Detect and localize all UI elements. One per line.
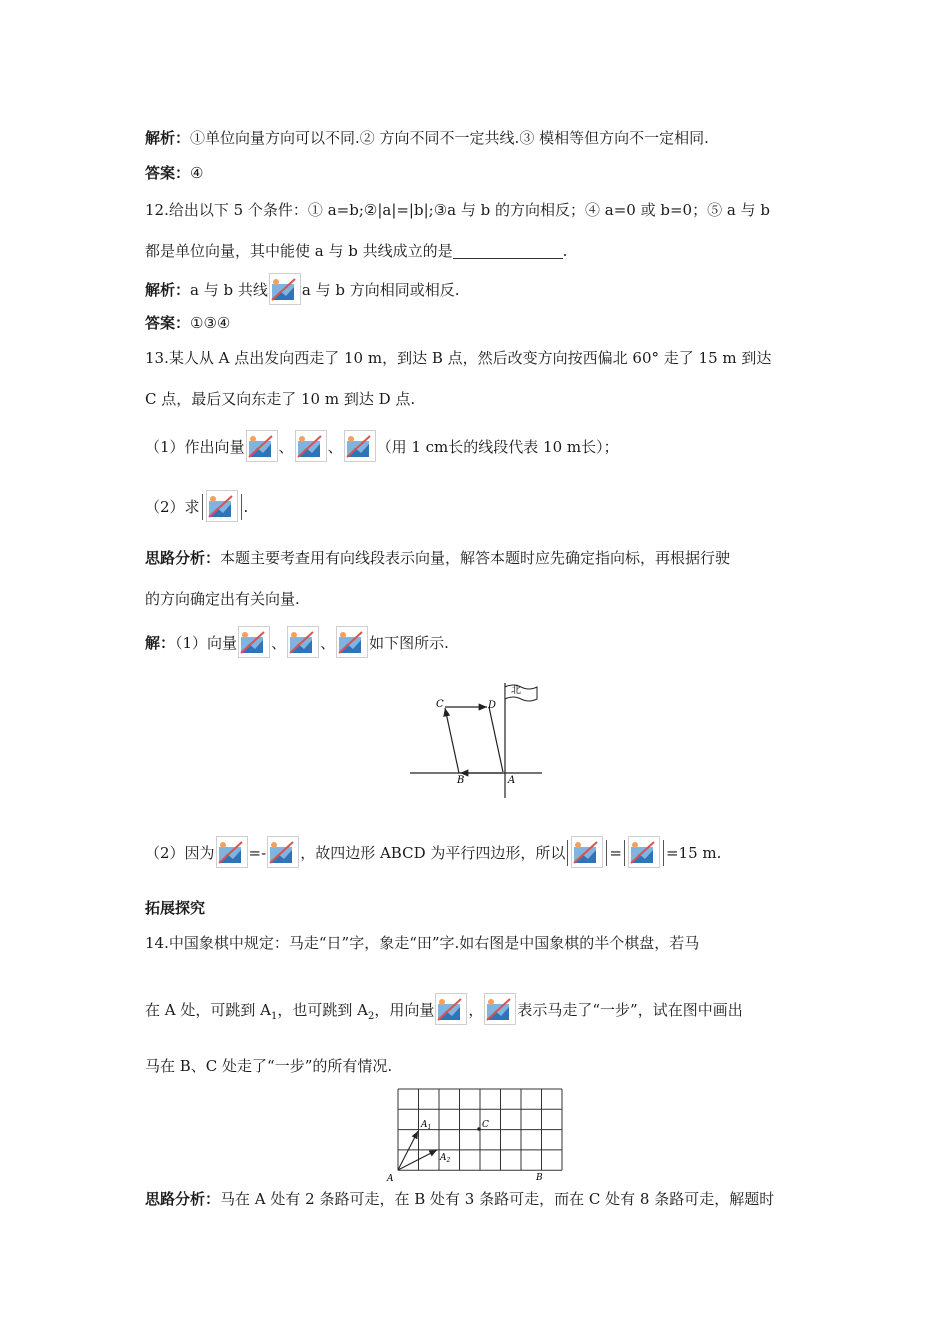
solution-label: 解：: [145, 634, 176, 652]
part2-line: [145, 836, 721, 868]
think-label: 思路分析：: [145, 549, 221, 567]
broken-image-icon: [484, 993, 516, 1025]
vector-figure: [405, 675, 550, 800]
section-title: 拓展探究: [145, 899, 206, 917]
sep: 、: [320, 634, 336, 652]
q12-line-a: 12.给出以下 5 个条件：① a=b;②|a|=|b|;③a 与 b 的方向相反；④ a=0 或 b=0；⑤ a 与 b: [145, 201, 770, 219]
vector-A-A2: [398, 1150, 437, 1170]
broken-image-icon: [287, 626, 319, 658]
q13-part2-text: （2）求: [145, 498, 200, 516]
q12-answer-text: ①③④: [190, 314, 231, 332]
think-line-b: 的方向确定出有关向量.: [145, 590, 300, 608]
q12-solution-a: a 与 b 共线: [190, 281, 268, 299]
think-line-a: [145, 547, 730, 569]
analysis-line-1: [145, 127, 709, 149]
q12-answer-label: 答案：: [145, 314, 191, 332]
q12-solution-label: 解析：: [145, 281, 191, 299]
q13-part1: [145, 430, 619, 462]
broken-image-icon: [336, 626, 368, 658]
q13-line-a: 13.某人从 A 点出发向西走了 10 m，到达 B 点，然后改变方向按西偏北 60° 走了 15 m 到达: [145, 349, 772, 367]
analysis-text: ①单位向量方向可以不同.② 方向不同不一定共线.③ 模相等但方向不一定相同.: [190, 129, 709, 147]
sep: 、: [271, 634, 287, 652]
part2-end: =15 m.: [665, 844, 722, 862]
q14-line-a: 14.中国象棋中规定：马走“日”字，象走“田”字.如右图是中国象棋的半个棋盘，若马: [145, 934, 700, 952]
broken-image-icon: [206, 490, 238, 522]
label-A1: $A_1$: [421, 1120, 432, 1131]
period: .: [243, 498, 249, 516]
chess-board-figure: [385, 1083, 570, 1183]
q13-part1-text: （1）作出向量: [145, 438, 245, 456]
q14-line-b: [145, 993, 743, 1028]
abs-bar: [663, 840, 664, 866]
solution-tail: 如下图所示.: [369, 634, 449, 652]
sub-1: 1: [270, 1011, 278, 1022]
abs-bar: [567, 840, 568, 866]
q12-solution-b: a 与 b 方向相同或相反.: [301, 281, 460, 299]
q13-part2: [145, 490, 248, 522]
label-A: A: [387, 1174, 394, 1183]
broken-image-icon: [238, 626, 270, 658]
abs-bar: [624, 840, 625, 866]
broken-image-icon: [267, 836, 299, 868]
broken-image-icon: [246, 430, 278, 462]
sep: 、: [327, 438, 343, 456]
equals: =: [609, 844, 622, 862]
q13-line-b: C 点，最后又向东走了 10 m 到达 D 点.: [145, 390, 416, 408]
q13-part1-note: （用 1 cm长的线段代表 10 m长）；: [376, 438, 619, 456]
q12-end: .: [562, 242, 568, 260]
broken-image-icon: [435, 993, 467, 1025]
q12-text: 都是单位向量，其中能使 a 与 b 共线成立的是: [145, 242, 453, 260]
vector-A-A1: [398, 1131, 418, 1170]
broken-image-icon: [628, 836, 660, 868]
solution-text: （1）向量: [175, 634, 238, 652]
sep: 、: [278, 438, 294, 456]
sub-2: 2: [367, 1011, 375, 1022]
answer-label: 答案：: [145, 164, 191, 182]
q14-text-1: 在 A 处，可跳到 A: [145, 1001, 271, 1019]
equals-neg: =-: [248, 844, 267, 862]
broken-image-icon: [295, 430, 327, 462]
q12-solution: [145, 273, 460, 305]
broken-image-icon: [571, 836, 603, 868]
q14-text-2: ，也可跳到 A: [277, 1001, 368, 1019]
segment-DA: [489, 707, 503, 772]
answer-line-11: [145, 162, 203, 184]
broken-image-icon: [216, 836, 248, 868]
label-C: C: [482, 1120, 489, 1130]
abs-bar: [241, 494, 242, 520]
think2-label: 思路分析：: [145, 1190, 221, 1208]
q14-line-c: 马在 B、C 处走了“一步”的所有情况.: [145, 1057, 393, 1075]
think2-line: [145, 1188, 774, 1210]
solution-line: [145, 626, 449, 658]
abs-bar: [606, 840, 607, 866]
analysis-label: 解析：: [145, 129, 191, 147]
vector-BC: [445, 708, 459, 773]
think-text: 本题主要考查用有向线段表示向量，解答本题时应先确定指向标，再根据行驶: [220, 549, 731, 567]
broken-image-icon: [269, 273, 301, 305]
north-label: 北: [511, 685, 521, 696]
label-B: B: [536, 1173, 543, 1183]
think2-text: 马在 A 处有 2 条路可走，在 B 处有 3 条路可走，而在 C 处有 8 条路可走，解题时: [220, 1190, 775, 1208]
abs-bar: [202, 494, 203, 520]
q12-answer: [145, 312, 230, 334]
label-A: A: [508, 775, 516, 786]
flag-icon: [505, 683, 537, 701]
q12-blank: [453, 242, 563, 259]
label-B: B: [457, 775, 465, 786]
part2-mid: ，故四边形 ABCD 为平行四边形，所以: [300, 844, 566, 862]
q12-line-b: [145, 240, 567, 262]
q14-text-3: ，用向量: [374, 1001, 435, 1019]
label-A2: $A_2$: [440, 1153, 451, 1164]
answer-text: ④: [190, 164, 204, 182]
broken-image-icon: [344, 430, 376, 462]
label-D: D: [488, 700, 497, 711]
comma: ，: [468, 1001, 484, 1019]
label-C: C: [436, 699, 444, 710]
point-C: [477, 1127, 481, 1131]
part2-text: （2）因为: [145, 844, 215, 862]
q14-text-5: 表示马走了“一步”，试在图中画出: [517, 1001, 743, 1019]
